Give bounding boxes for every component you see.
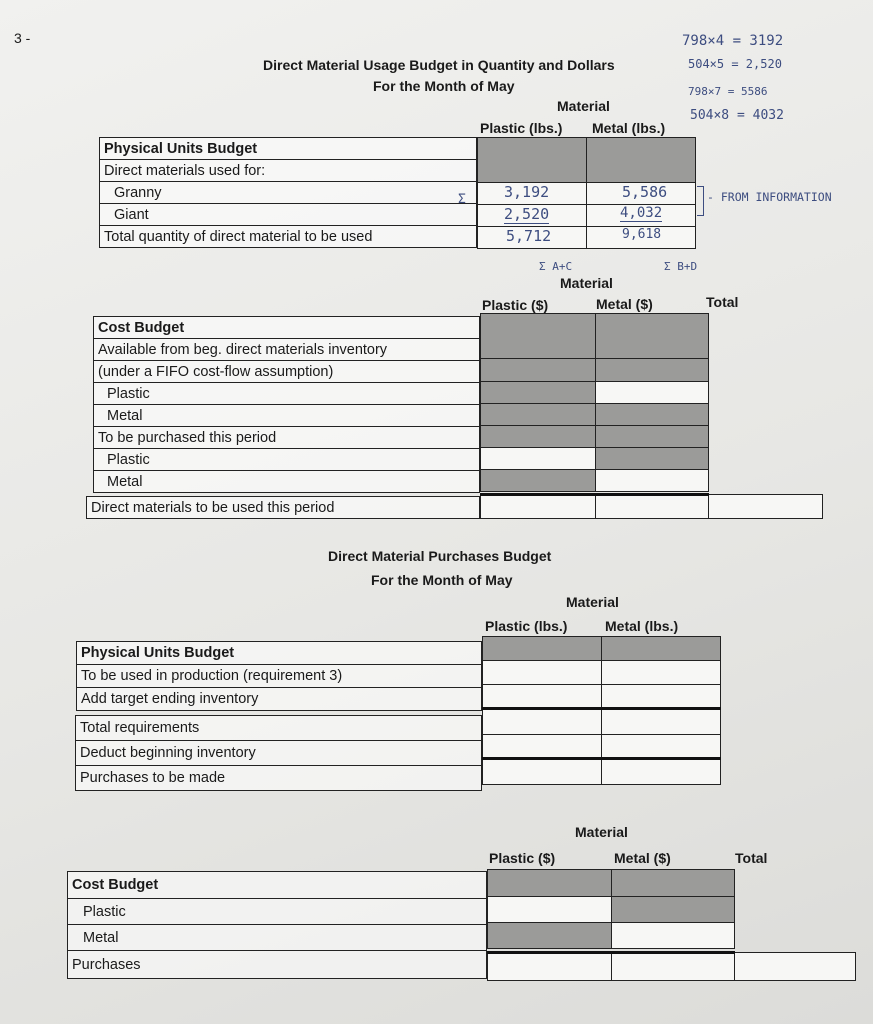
row-label: Add target ending inventory [77, 688, 482, 711]
purchases-physical-grid [482, 636, 721, 785]
row-label: To be purchased this period [94, 427, 480, 449]
row-label: Available from beg. direct materials inventory [94, 339, 480, 361]
metal-total-value: 9,618 [622, 227, 662, 242]
usage-budget-subtitle: For the Month of May [373, 78, 515, 94]
physical-units-labels [99, 137, 477, 248]
col-total-2: Total [735, 850, 768, 866]
plastic-total-value: 5,712 [506, 227, 552, 245]
purchases-physical-labels [76, 641, 482, 711]
calc-line-4: 504×8 = 4032 [690, 108, 784, 123]
col-plastic-lbs-2: Plastic (lbs.) [485, 618, 568, 634]
row-label: Physical Units Budget [77, 642, 482, 665]
bracket-mark [697, 186, 704, 216]
calc-line-3: 798×7 = 5586 [688, 85, 768, 98]
row-label: Metal [68, 925, 487, 951]
row-label: To be used in production (requirement 3) [77, 665, 482, 688]
row-label: Cost Budget [94, 317, 480, 339]
row-label: Total requirements [76, 716, 482, 741]
row-label: Direct materials to be used this period [87, 497, 480, 519]
sum-ac-note: Σ A+C [539, 260, 573, 273]
col-metal-usd: Metal ($) [596, 296, 653, 312]
sigma-mark: Σ [458, 192, 466, 207]
row-label: Plastic [68, 899, 487, 925]
from-information-note: - FROM INFORMATION [707, 190, 832, 204]
row-label: Plastic [94, 449, 480, 471]
cost-budget-total-label [86, 496, 480, 519]
row-label: Direct materials used for: [100, 160, 477, 182]
purchases-cost-total-grid [487, 951, 856, 981]
row-label: Giant [100, 204, 477, 226]
material-header: Material [557, 98, 610, 114]
plastic-giant-value: 2,520 [504, 205, 550, 223]
col-metal-lbs: Metal (lbs.) [592, 120, 666, 136]
purchases-cost-labels [67, 871, 487, 979]
usage-budget-title: Direct Material Usage Budget in Quantity and Dollars [263, 57, 615, 73]
row-label: Purchases to be made [76, 766, 482, 791]
calc-line-1: 798×4 = 3192 [682, 33, 784, 49]
cost-budget-total-grid [480, 493, 823, 519]
row-label: Deduct beginning inventory [76, 741, 482, 766]
row-label: Total quantity of direct material to be used [100, 226, 477, 248]
purchases-budget-title: Direct Material Purchases Budget [328, 548, 552, 564]
row-label: Cost Budget [68, 872, 487, 899]
material-header-2: Material [560, 275, 613, 291]
row-label: Plastic [94, 383, 480, 405]
col-plastic-usd: Plastic ($) [482, 297, 549, 313]
purchases-budget-subtitle: For the Month of May [371, 572, 513, 588]
row-label: Metal [94, 405, 480, 427]
col-plastic-lbs: Plastic (lbs.) [480, 120, 563, 136]
cost-budget-grid [480, 313, 709, 492]
col-metal-usd-2: Metal ($) [614, 850, 671, 866]
cost-budget-labels [93, 316, 480, 493]
material-header-3: Material [566, 594, 619, 610]
calc-line-2: 504×5 = 2,520 [688, 57, 782, 71]
row-label: Granny [100, 182, 477, 204]
sum-bd-note: Σ B+D [664, 260, 698, 273]
row-label: (under a FIFO cost-flow assumption) [94, 361, 480, 383]
purchases-cost-grid [487, 869, 735, 949]
metal-giant-value: 4,032 [620, 205, 663, 221]
row-label: Metal [94, 471, 480, 493]
row-label: Purchases [68, 951, 487, 979]
row-label: Physical Units Budget [100, 138, 477, 160]
material-header-4: Material [575, 824, 628, 840]
page-number: 3 - [14, 30, 31, 46]
col-total: Total [706, 294, 739, 310]
plastic-granny-value: 3,192 [504, 183, 550, 201]
metal-granny-value: 5,586 [622, 183, 668, 201]
col-plastic-usd-2: Plastic ($) [489, 850, 556, 866]
purchases-physical-labels-2 [75, 715, 482, 791]
col-metal-lbs-2: Metal (lbs.) [605, 618, 679, 634]
